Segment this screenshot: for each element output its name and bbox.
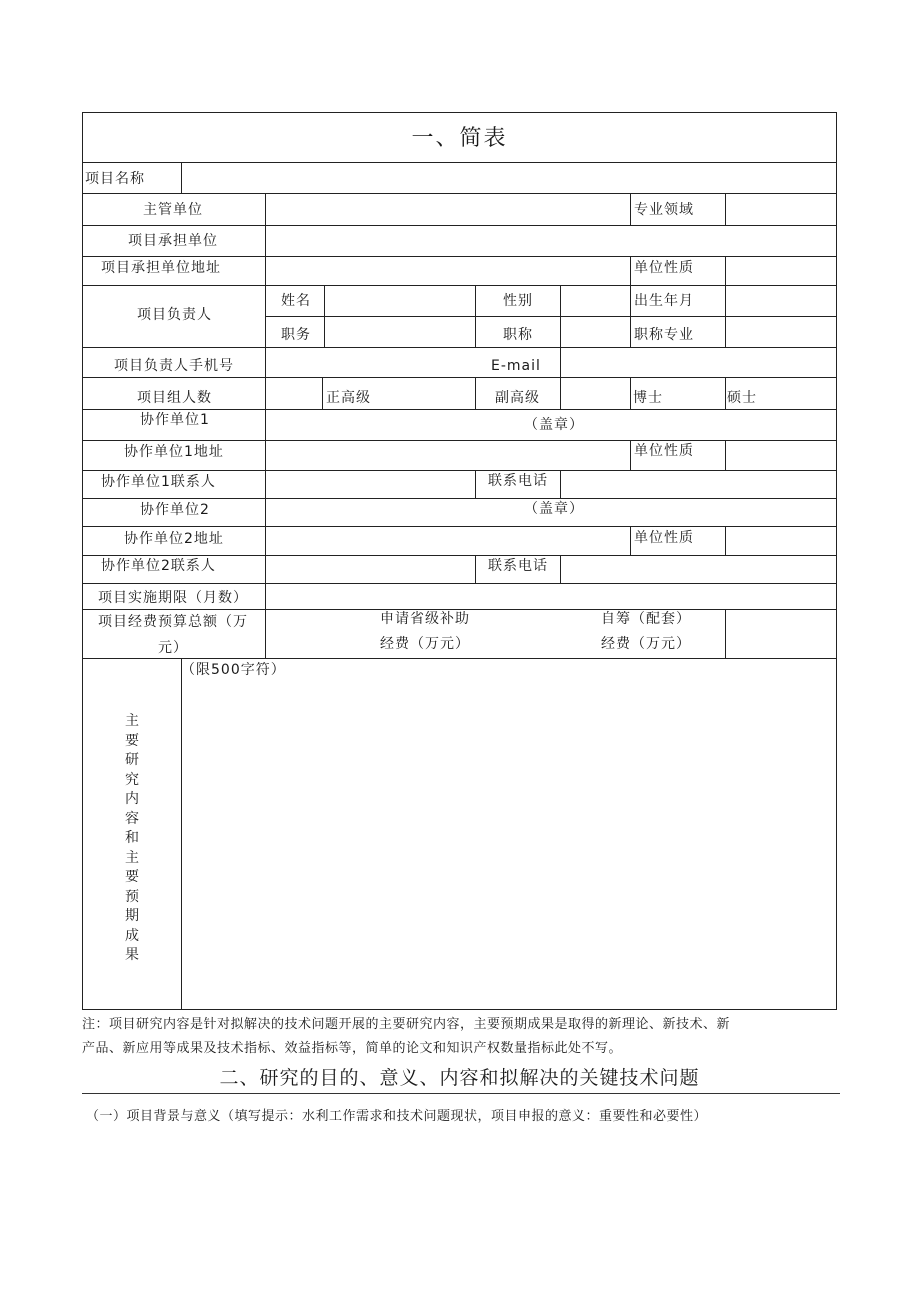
- table-rule: [630, 526, 631, 555]
- label-supervising-unit: 主管单位: [143, 202, 203, 218]
- label-undertaking-unit: 项目承担单位: [128, 233, 218, 249]
- table-rule: [725, 256, 726, 347]
- table-rule: [82, 347, 837, 348]
- label-phd: 博士: [633, 390, 663, 406]
- label-project-leader: 项目负责人: [137, 307, 212, 323]
- table-rule: [560, 347, 561, 377]
- section-2-sub-1: （一）项目背景与意义（填写提示：水利工作需求和技术问题现状，项目申报的意义：重要性和必要性）: [86, 1109, 708, 1124]
- label-gender: 性别: [503, 293, 533, 309]
- label-coop-unit-2-address: 协作单位2地址: [124, 531, 224, 547]
- section-2-title: 二、研究的目的、意义、内容和拟解决的关键技术问题: [219, 1067, 700, 1089]
- label-email: E-mail: [491, 358, 541, 374]
- label-title: 职称: [503, 327, 533, 343]
- label-self-funded-line2: 经费（万元）: [601, 636, 691, 652]
- table-rule: [265, 193, 266, 658]
- label-duration: 项目实施期限（月数）: [98, 590, 248, 606]
- table-rule: [82, 470, 837, 471]
- label-birth-date: 出生年月: [634, 293, 694, 309]
- note-line-2: 产品、新应用等成果及技术指标、效益指标等，简单的论文和知识产权数量指标此处不写。: [82, 1041, 623, 1056]
- label-seal-1: （盖章）: [524, 417, 584, 433]
- label-char-limit: （限500字符）: [181, 662, 286, 678]
- table-rule: [560, 377, 561, 409]
- table-rule: [630, 256, 631, 347]
- label-coop-unit-2-contact: 协作单位2联系人: [101, 558, 216, 574]
- label-deputy-senior: 副高级: [495, 390, 540, 406]
- table-rule: [475, 470, 476, 498]
- table-rule: [560, 470, 561, 498]
- table-rule: [265, 316, 837, 317]
- table-rule: [82, 658, 837, 659]
- label-provincial-subsidy-line2: 经费（万元）: [380, 636, 470, 652]
- note-line-1: 注：项目研究内容是针对拟解决的技术问题开展的主要研究内容，主要预期成果是取得的新理论、新技术、新: [82, 1017, 731, 1032]
- label-senior: 正高级: [326, 390, 371, 406]
- label-contact-phone-2: 联系电话: [488, 558, 548, 574]
- table-rule: [82, 609, 837, 610]
- table-rule: [82, 440, 837, 441]
- table-rule: [630, 193, 631, 225]
- label-self-funded-line1: 自筹（配套）: [601, 611, 691, 627]
- table-rule: [725, 193, 726, 225]
- label-project-name: 项目名称: [85, 171, 145, 187]
- table-rule: [82, 409, 837, 410]
- section-1-title: 一、简表: [411, 126, 508, 151]
- table-rule: [630, 440, 631, 470]
- table-rule: [82, 526, 837, 527]
- table-rule: [82, 555, 837, 556]
- table-rule: [725, 440, 726, 470]
- table-rule: [475, 555, 476, 583]
- label-unit-nature-2: 单位性质: [634, 530, 694, 546]
- table-rule: [725, 526, 726, 555]
- label-coop-unit-1: 协作单位1: [140, 412, 210, 428]
- label-main-content: 主要研究内容和主要预期成果: [125, 713, 139, 963]
- label-professional-field: 专业领域: [634, 202, 694, 218]
- table-rule: [324, 285, 325, 347]
- label-unit-nature: 单位性质: [634, 260, 694, 276]
- table-rule: [82, 285, 837, 286]
- label-budget-total-line2: 元）: [158, 640, 188, 656]
- table-rule: [82, 162, 837, 163]
- label-coop-unit-1-contact: 协作单位1联系人: [101, 474, 216, 490]
- table-rule: [322, 377, 323, 409]
- label-position: 职务: [281, 327, 311, 343]
- table-rule: [475, 377, 476, 409]
- table-rule: [82, 193, 837, 194]
- table-rule: [560, 285, 561, 347]
- table-rule: [82, 498, 837, 499]
- table-rule: [560, 555, 561, 583]
- label-name: 姓名: [281, 293, 311, 309]
- label-leader-phone: 项目负责人手机号: [114, 358, 234, 374]
- table-rule: [630, 377, 631, 409]
- label-budget-total-line1: 项目经费预算总额（万: [98, 614, 248, 630]
- table-rule: [475, 285, 476, 347]
- table-rule: [82, 225, 837, 226]
- label-seal-2: （盖章）: [524, 501, 584, 517]
- label-provincial-subsidy-line1: 申请省级补助: [380, 611, 470, 627]
- label-master: 硕士: [727, 390, 757, 406]
- section-2-rule: [82, 1093, 840, 1094]
- table-rule: [82, 583, 837, 584]
- label-unit-nature-1: 单位性质: [634, 443, 694, 459]
- label-member-count: 项目组人数: [137, 390, 212, 406]
- table-rule: [82, 256, 837, 257]
- table-rule: [82, 377, 837, 378]
- table-rule: [725, 377, 726, 409]
- label-contact-phone-1: 联系电话: [488, 473, 548, 489]
- label-coop-unit-2: 协作单位2: [140, 502, 210, 518]
- table-rule: [181, 162, 182, 193]
- label-coop-unit-1-address: 协作单位1地址: [124, 444, 224, 460]
- label-undertaking-unit-address: 项目承担单位地址: [101, 260, 221, 276]
- label-title-specialty: 职称专业: [634, 327, 694, 343]
- table-rule: [181, 658, 182, 1010]
- table-rule: [725, 609, 726, 658]
